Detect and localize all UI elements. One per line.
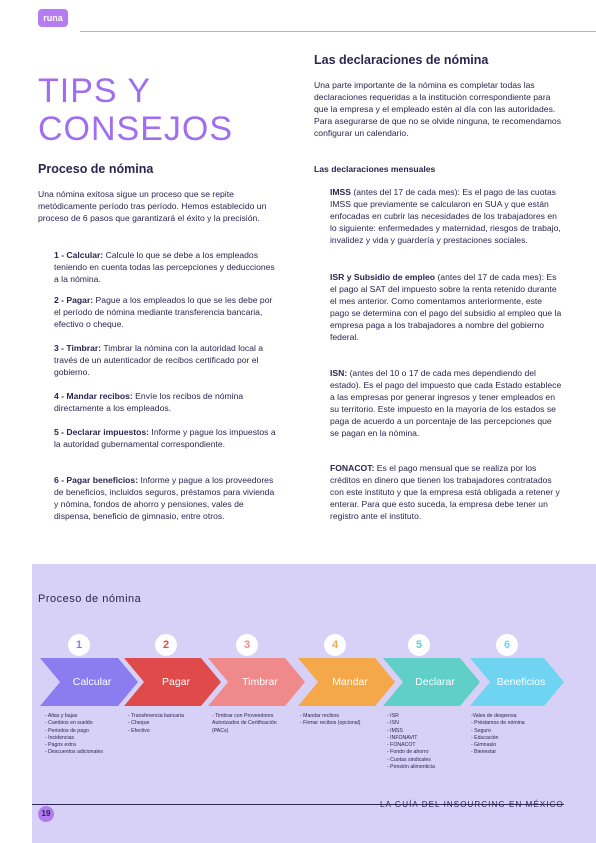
step-2-label: 2 - Pagar: (54, 295, 94, 305)
step-label-3: Timbrar (242, 676, 278, 688)
step-3-body: Timbrar la nómina con la autoridad local a través de un autenticador de recibos certificado por el gobierno. (54, 343, 264, 378)
list-item: - Cuotas sindicales (387, 756, 431, 763)
decl-isr-label: ISR y Subsidio de empleo (330, 272, 436, 282)
list-item: - Transferencia bancaria (128, 713, 184, 719)
page-title (38, 72, 233, 148)
list-item: - Cambios en sueldo (45, 720, 93, 727)
step-3-label: 3 - Timbrar: (54, 343, 102, 353)
list-item: - Incidencias (45, 734, 75, 741)
step-5-label: 5 - Declarar impuestos: (54, 427, 150, 437)
left-intro: Una nómina exitosa sigue un proceso que se repite metódicamente período tras período. Hemos establecido un proceso de 6 pasos que garantizará el éxito y la precisión. (38, 189, 267, 224)
list-item: - Educación (471, 734, 499, 741)
list-item: - Pensión alimenticia (387, 764, 435, 771)
title-line-1: TIPS Y (38, 72, 152, 110)
list-item: - Pagos extra (45, 742, 76, 749)
list-item: - Altas y bajas (45, 713, 78, 719)
step-number-4: 4 (324, 634, 346, 656)
step-items-1 (45, 713, 123, 757)
step-number-2: 2 (155, 634, 177, 656)
step-number-3: 3 (236, 634, 258, 656)
runa-logo: runa (38, 9, 68, 27)
step-label-4: Mandar (332, 676, 368, 688)
step-4-text (54, 390, 280, 414)
step-3-text (54, 342, 280, 378)
step-label-6: Beneficios (496, 676, 546, 688)
step-items-4 (300, 713, 384, 728)
list-item: - Fondo de ahorro (387, 749, 429, 756)
step-number-5: 5 (408, 634, 430, 656)
step-5-text (54, 426, 280, 450)
decl-imss-body: (antes del 17 de cada mes): Es el pago de las cuotas IMSS que previamente se calcularon en SUA y que están enfocadas en cubrir las necesidades de los trabajadores en lo siguiente: enfermedades y maternidad, riesgos de trabajo, invalidez y vida y guardería y prestaciones sociales. (330, 187, 561, 246)
step-items-3 (212, 713, 298, 735)
decl-fonacot (330, 462, 562, 522)
step-number-1: 1 (68, 634, 90, 656)
right-intro: Una parte importante de la nómina es completar todas las declaraciones requeridas a la institución correspondiente para que la empresa y el empleado estén al día con las autoridades. Para asegurarse de que no se olvide ninguna, te recomendamos configurar un calendario. (314, 80, 561, 139)
decl-isn-body: (antes del 10 o 17 de cada mes dependiendo del estado). Es el pago del impuesto que cada Estado establece a las empresas por generar ingresos y tener empleados en su territorio. Este impuesto en la mayoría de los estados se paga de acuerdo a un porcentaje de las percepciones que se pagan en la nómina. (330, 368, 562, 439)
process-title: Proceso de nómina (38, 593, 142, 605)
list-item: - Mandar recibos (300, 713, 339, 719)
list-item: - Préstamos de nómina (471, 720, 525, 727)
list-item: - IMSS (387, 727, 403, 734)
step-6-body: Informe y pague a los proveedores de beneficios, incluidos seguros, préstamos para vivienda y nómina, fondos de ahorro y pensiones, vales de dispensa, beneficio de gimnasio, entre otros. (54, 475, 275, 522)
list-item: - Firmar recibos (opcional) (300, 720, 361, 727)
footer-title: LA GUÍA DEL INSOURCING EN MÉXICO (380, 800, 564, 809)
list-item: - Bienestar (471, 749, 497, 756)
right-subheading: Las declaraciones mensuales (314, 164, 436, 174)
list-item: - Efectivo (128, 727, 150, 734)
step-4-body: Envíe los recibos de nómina directamente a los empleados. (54, 391, 244, 414)
step-6-text (54, 474, 280, 522)
list-item: -Vales de despensa (471, 713, 517, 719)
left-heading: Proceso de nómina (38, 162, 154, 176)
decl-fonacot-body: Es el pago mensual que se realiza por los créditos en dinero que tienen los trabajadores contratados con este instituto y que la empresa está obligada a retener y enterar. Para que esto suceda, la empresa debe tener un registro ante el instituto. (330, 463, 560, 522)
step-items-6 (471, 713, 557, 757)
step-number-6: 6 (496, 634, 518, 656)
list-item: - Gimnasio (471, 742, 497, 749)
header-divider (80, 31, 596, 32)
list-item: Autorizados de Certificación (212, 720, 277, 727)
right-heading: Las declaraciones de nómina (314, 53, 489, 67)
list-item: - FONACOT (387, 742, 416, 749)
step-1-body: Calcule lo que se debe a los empleados teniendo en cuenta todas las percepciones y deducciones a la nómina. (54, 250, 275, 285)
decl-isn (330, 367, 562, 440)
decl-isn-label: ISN: (330, 368, 348, 378)
list-item: - Seguro (471, 727, 491, 734)
list-item: - Cheque (128, 720, 150, 727)
step-6-label: 6 - Pagar beneficios: (54, 475, 139, 485)
page-number: 19 (38, 806, 54, 822)
list-item: - Timbrar con Proveedores (212, 713, 274, 719)
decl-isr-body: (antes del 17 de cada mes): Es el pago al SAT del impuesto sobre la renta retenido durante el mes anterior. Como comentamos anteriormente, este pago se determina con el pago del subsidio al empleo que la empresa paga a los trabajadores a nombre del gobierno federal. (330, 272, 562, 343)
step-items-5 (387, 713, 467, 771)
title-line-2: CONSEJOS (38, 110, 234, 148)
list-item: - Descuentos adicionales (45, 749, 103, 756)
step-1-text (54, 249, 280, 285)
step-1-label: 1 - Calcular: (54, 250, 104, 260)
list-item: - ISN (387, 720, 399, 727)
decl-imss (330, 186, 562, 246)
step-label-5: Declarar (415, 676, 455, 688)
step-label-2: Pagar (161, 676, 191, 688)
list-item: - Periodos de pago (45, 727, 89, 734)
decl-isr (330, 271, 562, 344)
list-item: (PACs) (212, 727, 229, 734)
list-item: - INFONAVIT (387, 734, 418, 741)
step-2-text (54, 294, 280, 330)
decl-fonacot-label: FONACOT: (330, 463, 375, 473)
step-5-body: Informe y pague los impuestos a la autoridad gubernamental correspondiente. (54, 427, 276, 450)
step-2-body: Pague a los empleados lo que se les debe por el período de nómina mediante transferencia bancaria, efectivo o cheque. (54, 295, 273, 330)
step-4-label: 4 - Mandar recibos: (54, 391, 133, 401)
list-item: - ISR (387, 713, 399, 719)
decl-imss-label: IMSS (330, 187, 352, 197)
step-label-1: Calcular (72, 676, 112, 688)
step-items-2 (128, 713, 208, 735)
